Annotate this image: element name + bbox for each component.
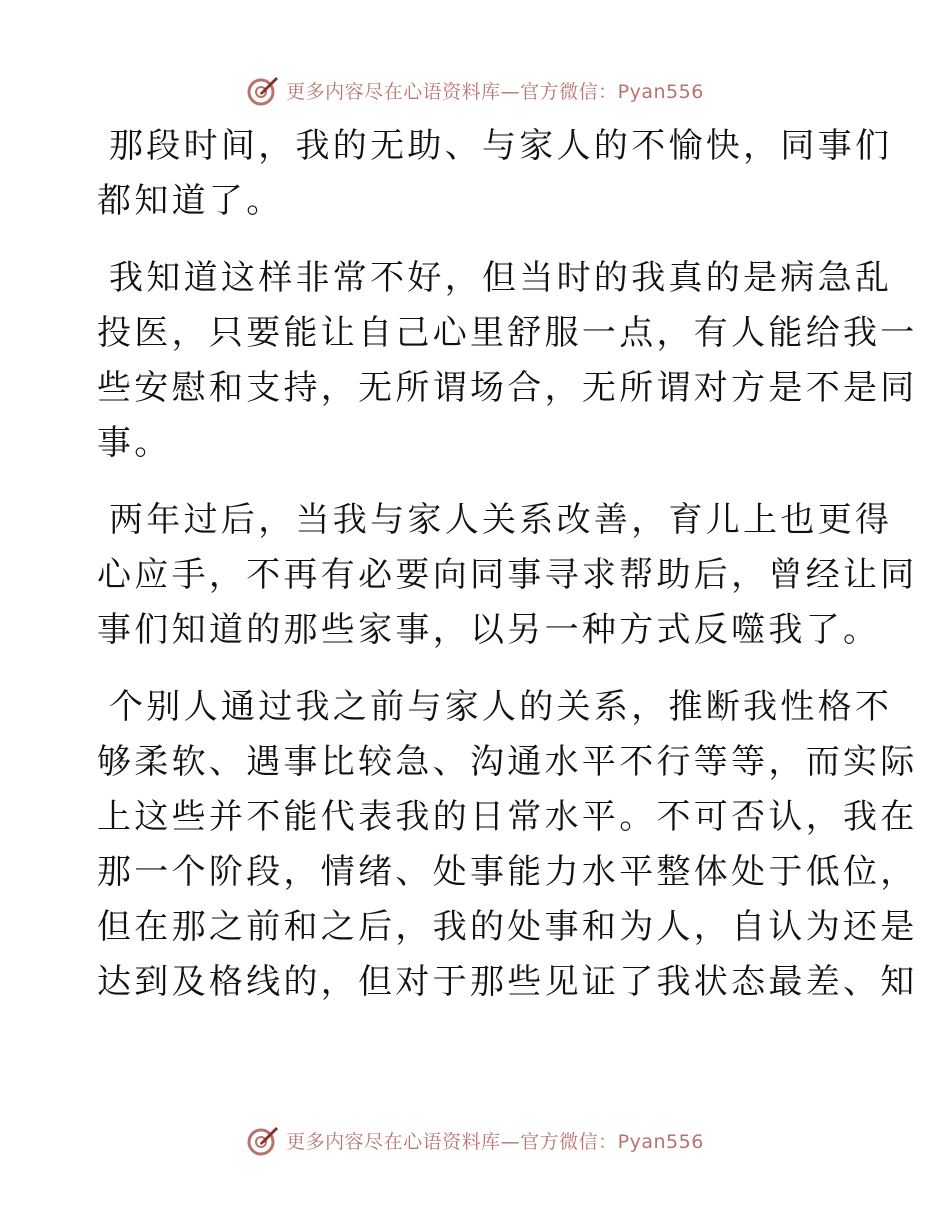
footer-banner (0, 1120, 950, 1160)
text-line: 但在那之前和之后，我的处事和为人，自认为还是 (97, 907, 918, 947)
text-line: 达到及格线的，但对于那些见证了我状态最差、知 (97, 962, 918, 1002)
pen-circle-logo-icon (246, 1123, 280, 1157)
text-line: 个别人通过我之前与家人的关系，推断我性格不 (109, 687, 893, 727)
text-line: 都知道了。 (97, 181, 284, 221)
text-line: 够柔软、遇事比较急、沟通水平不行等等，而实际 (97, 742, 918, 782)
text-line: 我知道这样非常不好，但当时的我真的是病急乱 (109, 258, 893, 298)
text-line: 上这些并不能代表我的日常水平。不可否认，我在 (97, 797, 918, 837)
text-line: 投医，只要能让自己心里舒服一点，有人能给我一 (97, 313, 918, 353)
header-banner-text: 更多内容尽在心语资料库—官方微信：Pyan556 (286, 80, 704, 103)
text-line: 那段时间，我的无助、与家人的不愉快，同事们 (109, 126, 893, 166)
text-line: 事们知道的那些家事，以另一种方式反噬我了。 (97, 610, 881, 650)
text-line: 些安慰和支持，无所谓场合，无所谓对方是不是同 (97, 368, 918, 408)
text-line: 那一个阶段，情绪、处事能力水平整体处于低位， (97, 852, 918, 892)
text-line: 两年过后，当我与家人关系改善，育儿上也更得 (109, 500, 893, 540)
paragraph-1 (97, 119, 893, 229)
header-banner (0, 70, 950, 110)
text-line: 事。 (97, 423, 172, 463)
document-body (97, 119, 918, 1032)
text-line: 心应手，不再有必要向同事寻求帮助后，曾经让同 (97, 555, 918, 595)
pen-circle-logo-icon (246, 73, 280, 107)
paragraph-2 (97, 251, 918, 471)
paragraph-3 (97, 493, 918, 658)
paragraph-4 (97, 680, 918, 1010)
footer-banner-text: 更多内容尽在心语资料库—官方微信：Pyan556 (286, 1130, 704, 1153)
